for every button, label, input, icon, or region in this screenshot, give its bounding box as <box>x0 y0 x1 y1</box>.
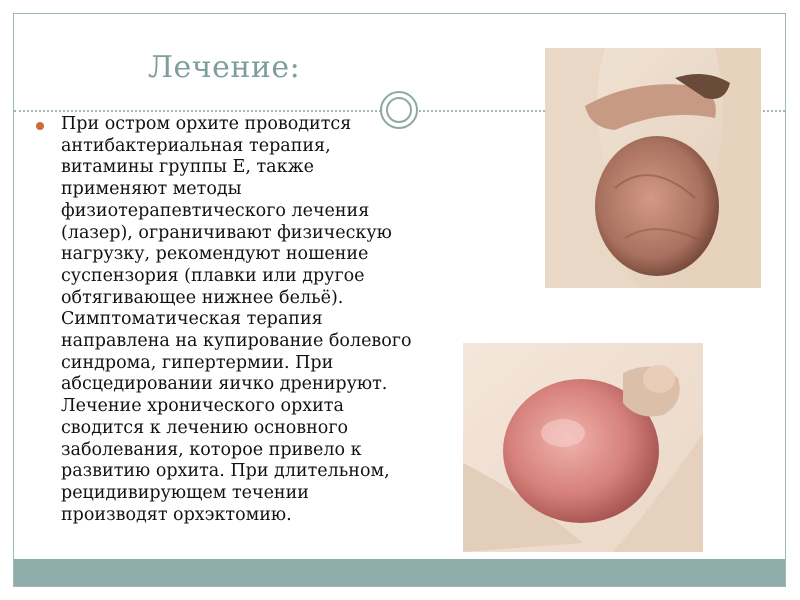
slide-title: Лечение: <box>148 50 301 85</box>
clinical-photo-bottom <box>463 343 703 552</box>
bullet-text: При остром орхите проводится антибактериальная терапия, витамины группы Е, также применяют методы физиотерапевтического лечения (лазер), ограничивают физическую нагрузку, рекомендуют ношение суспензория (плавки или другое обтягивающее нижнее бельё). Симптоматическая терапия направлена на купирование болевого синдрома, гипертермии. При абсцедировании яичко дренируют. Лечение хронического орхита сводится к лечению основного заболевания, которое привело к развитию орхита. При длительном, рецидивирующем течении производят орхэктомию. <box>61 114 412 525</box>
clinical-photo-top <box>545 48 761 288</box>
bullet-list <box>36 114 416 526</box>
bullet-dot-icon <box>36 122 44 130</box>
clinical-photo-top-image <box>545 48 761 288</box>
footer-accent-bar <box>14 559 785 586</box>
clinical-photo-bottom-image <box>463 343 703 552</box>
